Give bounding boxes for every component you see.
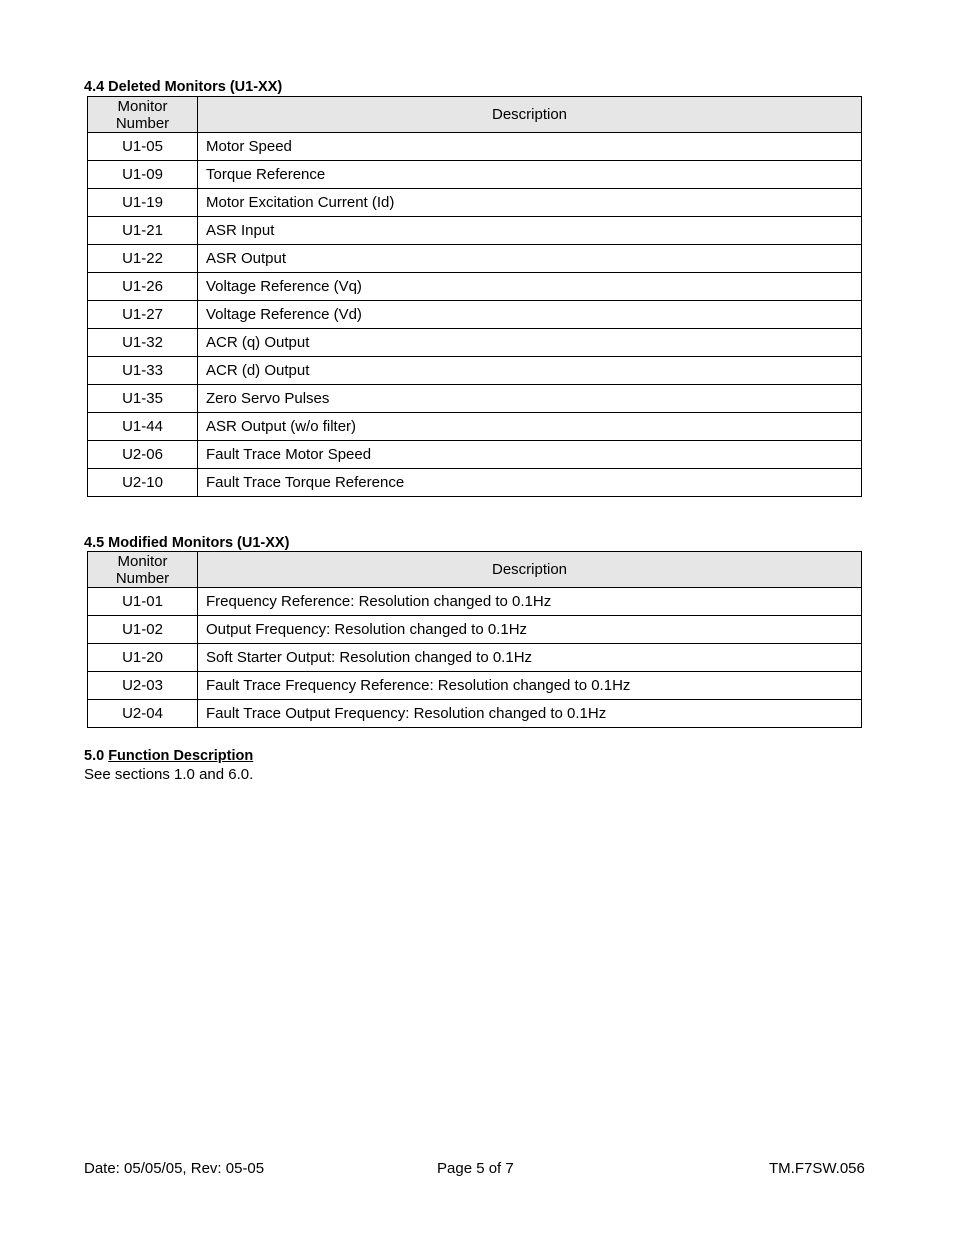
modified-monitors-table	[87, 551, 862, 728]
description-cell: Torque Reference	[198, 161, 862, 189]
table-row	[88, 672, 862, 700]
footer-date: Date: 05/05/05, Rev: 05-05	[84, 1160, 265, 1177]
section-number: 5.0	[84, 748, 105, 764]
function-description-text: See sections 1.0 and 6.0.	[84, 766, 254, 783]
monitor-number-cell: U1-21	[88, 217, 198, 245]
table-row	[88, 189, 862, 217]
description-cell: ASR Input	[198, 217, 862, 245]
table-row	[88, 644, 862, 672]
footer-page-number: Page 5 of 7	[437, 1160, 514, 1177]
description-cell: Motor Speed	[198, 133, 862, 161]
monitor-number-cell: U1-19	[88, 189, 198, 217]
monitor-number-cell: U1-20	[88, 644, 198, 672]
monitor-number-cell: U1-32	[88, 329, 198, 357]
monitor-number-header	[88, 552, 198, 588]
header-line: Number	[115, 569, 170, 587]
function-description-heading	[84, 748, 253, 764]
monitor-number-cell: U1-35	[88, 385, 198, 413]
description-cell: ACR (q) Output	[198, 329, 862, 357]
table-row	[88, 441, 862, 469]
header-line: Monitor	[117, 97, 168, 115]
description-cell: Voltage Reference (Vd)	[198, 301, 862, 329]
monitor-number-cell: U1-09	[88, 161, 198, 189]
monitor-number-cell: U2-10	[88, 469, 198, 497]
description-cell: Fault Trace Frequency Reference: Resolution changed to 0.1Hz	[198, 672, 862, 700]
table-row	[88, 413, 862, 441]
description-cell: ASR Output	[198, 245, 862, 273]
monitor-number-cell: U1-05	[88, 133, 198, 161]
table-header-row	[88, 97, 862, 133]
monitor-number-cell: U2-06	[88, 441, 198, 469]
monitor-number-header	[88, 97, 198, 133]
description-cell: Soft Starter Output: Resolution changed to 0.1Hz	[198, 644, 862, 672]
modified-monitors-title: 4.5 Modified Monitors (U1-XX)	[84, 535, 290, 551]
monitor-number-cell: U1-44	[88, 413, 198, 441]
deleted-monitors-table	[87, 96, 862, 497]
table-row	[88, 385, 862, 413]
monitor-number-cell: U1-02	[88, 616, 198, 644]
deleted-monitors-title: 4.4 Deleted Monitors (U1-XX)	[84, 79, 283, 95]
monitor-number-cell: U1-01	[88, 588, 198, 616]
description-cell: Motor Excitation Current (Id)	[198, 189, 862, 217]
description-cell: Zero Servo Pulses	[198, 385, 862, 413]
monitor-number-cell: U2-04	[88, 700, 198, 728]
description-cell: Fault Trace Output Frequency: Resolution changed to 0.1Hz	[198, 700, 862, 728]
monitor-number-cell: U2-03	[88, 672, 198, 700]
description-cell: Frequency Reference: Resolution changed to 0.1Hz	[198, 588, 862, 616]
table-row	[88, 301, 862, 329]
table-row	[88, 273, 862, 301]
monitor-number-cell: U1-33	[88, 357, 198, 385]
footer-doc-id: TM.F7SW.056	[769, 1160, 865, 1177]
description-cell: ASR Output (w/o filter)	[198, 413, 862, 441]
table-row	[88, 133, 862, 161]
section-heading-text: Function Description	[108, 748, 254, 764]
monitor-number-cell: U1-27	[88, 301, 198, 329]
description-cell: ACR (d) Output	[198, 357, 862, 385]
table-row	[88, 161, 862, 189]
table-row	[88, 329, 862, 357]
description-cell: Fault Trace Torque Reference	[198, 469, 862, 497]
table-row	[88, 588, 862, 616]
table-row	[88, 217, 862, 245]
table-row	[88, 616, 862, 644]
table-row	[88, 245, 862, 273]
header-line: Monitor	[117, 552, 168, 570]
header-line: Number	[115, 114, 170, 132]
table-row	[88, 700, 862, 728]
description-cell: Output Frequency: Resolution changed to 0.1Hz	[198, 616, 862, 644]
description-header: Description	[198, 552, 862, 588]
monitor-number-cell: U1-26	[88, 273, 198, 301]
description-cell: Fault Trace Motor Speed	[198, 441, 862, 469]
table-row	[88, 469, 862, 497]
table-header-row	[88, 552, 862, 588]
monitor-number-cell: U1-22	[88, 245, 198, 273]
description-cell: Voltage Reference (Vq)	[198, 273, 862, 301]
table-row	[88, 357, 862, 385]
description-header: Description	[198, 97, 862, 133]
